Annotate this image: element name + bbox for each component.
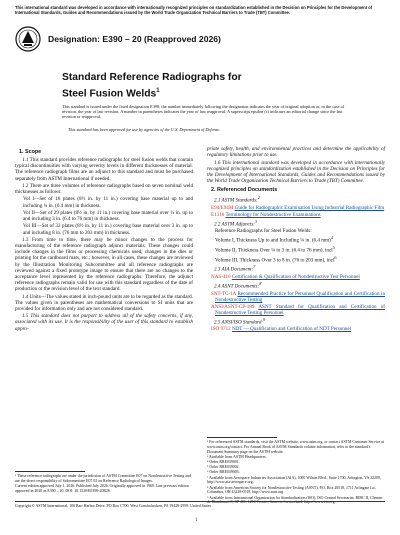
astm-standards-heading: 2.1 ASTM Standards:$^2$ <box>214 195 260 204</box>
adjuncts-title: Reference Radiographs for Steel Fusion Welds: <box>215 228 312 235</box>
paragraph-1-2: 1.2 There are three volumes of reference radiographs based on seven nominal weld thicknesses as follows: <box>15 182 193 196</box>
footnote-divider-right <box>207 437 277 438</box>
astm-logo-icon <box>15 26 41 52</box>
designation: Designation: E390 – 20 (Reapproved 2026) <box>48 34 221 44</box>
footnote-2: ² For referenced ASTM standards, visit the ASTM website, www.astm.org, or contact ASTM Customer Service at www.astm.org/contact. For Annual Book of ASTM Standards volume information, refer to the standard's Document Summary page on the ASTM website. <box>207 440 384 454</box>
footnote-divider-left <box>15 471 85 472</box>
footnote-3: ³ Available from ASTM Headquarters. <box>207 454 267 459</box>
footnotes-right <box>207 440 385 505</box>
copyright-notice: Copyright © ASTM International, 100 Barr Harbor Drive, PO Box C700, West Conshohocken, PA 19428-2959. United States <box>15 504 211 508</box>
international-standard-notice: This international standard was developed in accordance with internationally recognized principles on standardization established in the Decision on Principles for the Development of International Standards, Guides and Recommendations issued by the World Trade Organization Technical Barriers to Trade (TBT) Committee. <box>15 5 373 15</box>
paragraph-1-4: 1.4 Units—The values stated in inch-pound units are to be regarded as the standard. The values given in parentheses are mathematical conversions to SI units that are provided for information only and are not considered standard. <box>15 293 193 312</box>
asnt-documents-heading: 2.4 ASNT Documents:$^8$ <box>214 280 262 290</box>
adjunct-volume-3: Volume III, Thickness Over 3 to 8 in. (76 to 203 mm), incl$^6$ <box>215 254 337 264</box>
footnote-6: ⁶ Order RRE039003. <box>207 470 240 475</box>
footnotes-left <box>15 474 193 494</box>
left-column <box>15 146 193 333</box>
footnote-8: ⁸ Available from American Society for Nondestructive Testing (ASNT), P.O. Box 28518, 1711 Arlingate Ln., Columbus, OH 43228-0518, http://www.asnt.org. <box>207 485 377 495</box>
footnote-1-edition: Current edition approved July 1, 2026. Published July 2026. Originally approved in 1969. Last previous edition approved in 2020 as E390 – 20. DOI: 10.1520/E0390-20R26. <box>15 483 189 493</box>
astm-adjuncts-heading: 2.2 ASTM Adjuncts:$^3$ <box>214 218 258 228</box>
title-line-1: Standard Reference Radiographs for <box>62 72 242 83</box>
standard-issuance-note: This standard is issued under the fixed designation E390; the number immediately following the designation indicates the year of original adoption or, in the case of revision, the year of last revision. A number in parentheses indicates the year of last reapproval. A superscript epsilon (ε) indicates an editorial change since the last revision or reapproval. <box>62 104 345 120</box>
reference-iso-9712[interactable]: ISO 9712 NDT — Qualification and Certification of NDT Personnel <box>211 326 352 333</box>
title-footnote-mark: 1 <box>156 87 160 94</box>
paragraph-1-6: 1.6 This international standard was developed in accordance with internationally recognized principles on standardization established in the Decision on Principles for the Development of International Standards, Guides and Recommendations issued by the World Trade Organization Technical Barriers to Trade (TBT) Committee. <box>207 159 385 184</box>
footnote-1: ¹ These reference radiographs are under the jurisdiction of ASTM Committee E07 on Nondestructive Testing and are the direct responsibility of Subcommittee E07.02 on Reference Radiological Images. <box>15 474 191 483</box>
footnote-5: ⁵ Order RRE039002. <box>207 465 240 470</box>
reference-e1316[interactable]: E1316 Terminology for Nondestructive Examinations <box>211 211 321 218</box>
reference-e94[interactable]: E94/E94M Guide for Radiographic Examination Using Industrial Radiographic Film <box>211 204 385 211</box>
reference-nas-410[interactable]: NAS-410 Certification & Qualification of Nondestructive Test Personnel <box>211 273 360 280</box>
page-number: 1 <box>195 518 198 523</box>
paragraph-1-5: 1.5 This standard does not purport to address all of the safety concerns, if any, associated with its use. It is the responsibility of the user of this standard to establish appro- <box>15 313 193 332</box>
right-column <box>207 146 385 333</box>
section-heading-referenced-documents: 2. Referenced Documents <box>211 187 278 194</box>
adjunct-volume-2: Volume II, Thickness Over ¼ to 3 in. (6.4 to 76 mm), incl$^5$ <box>215 245 335 254</box>
aia-document-heading: 2.3 AIA Document:$^7$ <box>214 264 256 274</box>
volume-3-description: Vol III—Set of 32 plates (8½ in. by 11 in.) covering base material over 3 in. up to and including 8 in. (76 mm to 203 mm) in thickness. <box>23 223 193 236</box>
section-heading-scope: 1. Scope <box>19 149 42 155</box>
dod-approval-note: This standard has been approved for use by agencies of the U.S. Department of Defense. <box>68 127 221 132</box>
reference-snt-tc-1a[interactable]: SNT-TC-1A Recommended Practice for Personnel Qualification and Certification in Nondestructive Testing <box>211 290 385 303</box>
page-title <box>62 72 362 101</box>
reference-ansi-asnt-cp-189[interactable]: ANSI/ASNT-CP-189 ASNT Standard for Qualification and Certification of Nondestructive Testing Personnel <box>211 303 385 316</box>
volume-1-description: Vol I—Set of 16 plates (8½ in. by 11 in.) covering base material up to and including ¼ in. (6.4 mm) in thickness. <box>23 196 193 209</box>
adjunct-volume-1: Volume I, Thickness Up to and Including ¼ in. (6.4 mm)$^4$ <box>215 235 333 245</box>
paragraph-1-1: 1.1 This standard provides reference radiographs for steel fusion welds that contain typical discontinuities with varying severity levels in different thicknesses of material. The reference radiograph films are an adjunct to this standard and must be purchased separately from ASTM International if needed. <box>15 157 193 182</box>
volume-2-description: Vol II—Set of 29 plates (8½ in. by 11 in.) covering base material over ¼ in. up to and including 3 in. (6.4 to 76 mm) in thickness. <box>23 209 193 223</box>
title-line-2: Steel Fusion Welds <box>62 88 157 100</box>
ansi-iso-heading: 2.5 ANSI/ISO Standard:$^9$ <box>214 316 266 326</box>
footnote-7: ⁷ Available from Aerospace Industries Association (AIA), 1000 Wilson Blvd., Suite 1700, Arlington, VA 22209, http://www.aia-aerospace.org. <box>207 475 381 485</box>
paragraph-1-5-continued: priate safety, health, and environmental practices and determine the applicability of regulatory limitations prior to use. <box>207 146 385 159</box>
footnote-4: ⁴ Order RRE039001. <box>207 459 240 464</box>
paragraph-1-3: 1.3 From time to time, there may be minor changes to the process for manufacturing of the reference radiograph adjunct materials. These changes could include changes in the films or processing chemicals used, changes in the dies or printing for the cardboard mats, etc.; however, in all cases, these changes are reviewed by the Illustration Monitoring Subcommittee and all reference radiographs are reviewed against a fixed prototype image to ensure that there are no changes to the acceptance level represented by the reference radiographs. Therefore, the adjunct reference radiographs remain valid for use with this standard regardless of the date of production or the revision level of the text standard. <box>15 236 193 293</box>
footnote-9: ⁹ Available from International Organization for Standardization (ISO), ISO Central Secretariat, BIBC II, Chemin de Blandonnet 8, CP 401, 1214 Vernier, Geneva, Switzerland, https://www.iso.org. <box>207 495 383 505</box>
footer-divider <box>15 501 385 502</box>
